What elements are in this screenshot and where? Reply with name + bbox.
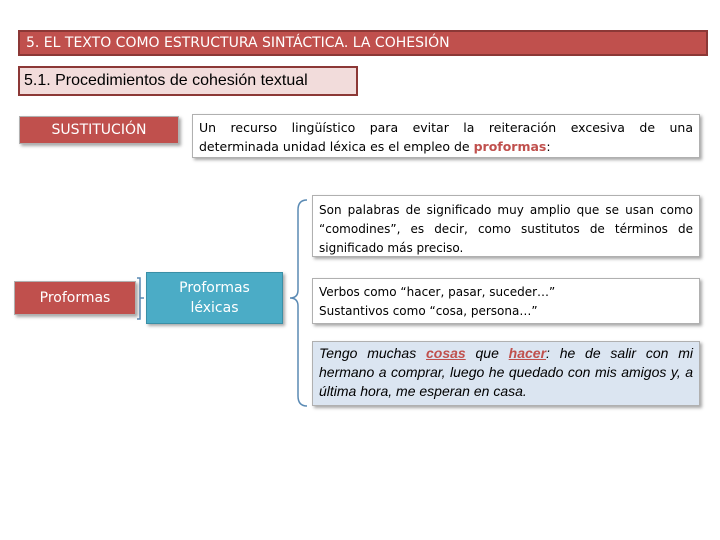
example-word-hacer: hacer — [508, 345, 547, 361]
proformas-bracket — [137, 278, 144, 319]
lexicas-line-2: léxicas — [190, 300, 239, 316]
example-sentence-box — [312, 341, 700, 406]
example-word-cosas: cosas — [426, 345, 466, 361]
meaning-box: Son palabras de significado muy amplio que se usan como “comodines”, es decir, como sustitutos de términos de significado más preciso. — [312, 195, 700, 257]
definition-line-2-end: : — [546, 139, 551, 154]
definition-line-2 — [199, 137, 693, 156]
proformas-label-box: Proformas — [14, 281, 136, 315]
proformas-lexicas-box — [146, 272, 283, 324]
proformas-highlight: proformas — [473, 139, 547, 154]
nouns-line: Sustantivos como “cosa, persona…” — [319, 304, 538, 318]
verbs-line: Verbos como “hacer, pasar, suceder…” — [319, 285, 556, 299]
definition-line-1: Un recurso lingüístico para evitar la reiteración excesiva de una — [199, 120, 693, 135]
lexicas-line-1: Proformas — [179, 280, 250, 296]
page-title: 5. EL TEXTO COMO ESTRUCTURA SINTÁCTICA. LA COHESIÓN — [18, 30, 708, 56]
example-part-2: que — [465, 345, 509, 361]
sustitucion-definition-box — [192, 114, 700, 158]
definition-line-2-text: determinada unidad léxica es el empleo de — [199, 139, 474, 154]
section-subtitle: 5.1. Procedimientos de cohesión textual — [18, 66, 358, 96]
lexicas-brace — [290, 200, 307, 406]
examples-words-box — [312, 278, 700, 324]
example-part-1: Tengo muchas — [319, 345, 427, 361]
example-part-3: : he de salir con mi hermano a comprar, luego he quedado con mis amigos y, a última hora, me esperan en casa. — [319, 345, 693, 399]
sustitucion-label-box: SUSTITUCIÓN — [19, 116, 179, 144]
